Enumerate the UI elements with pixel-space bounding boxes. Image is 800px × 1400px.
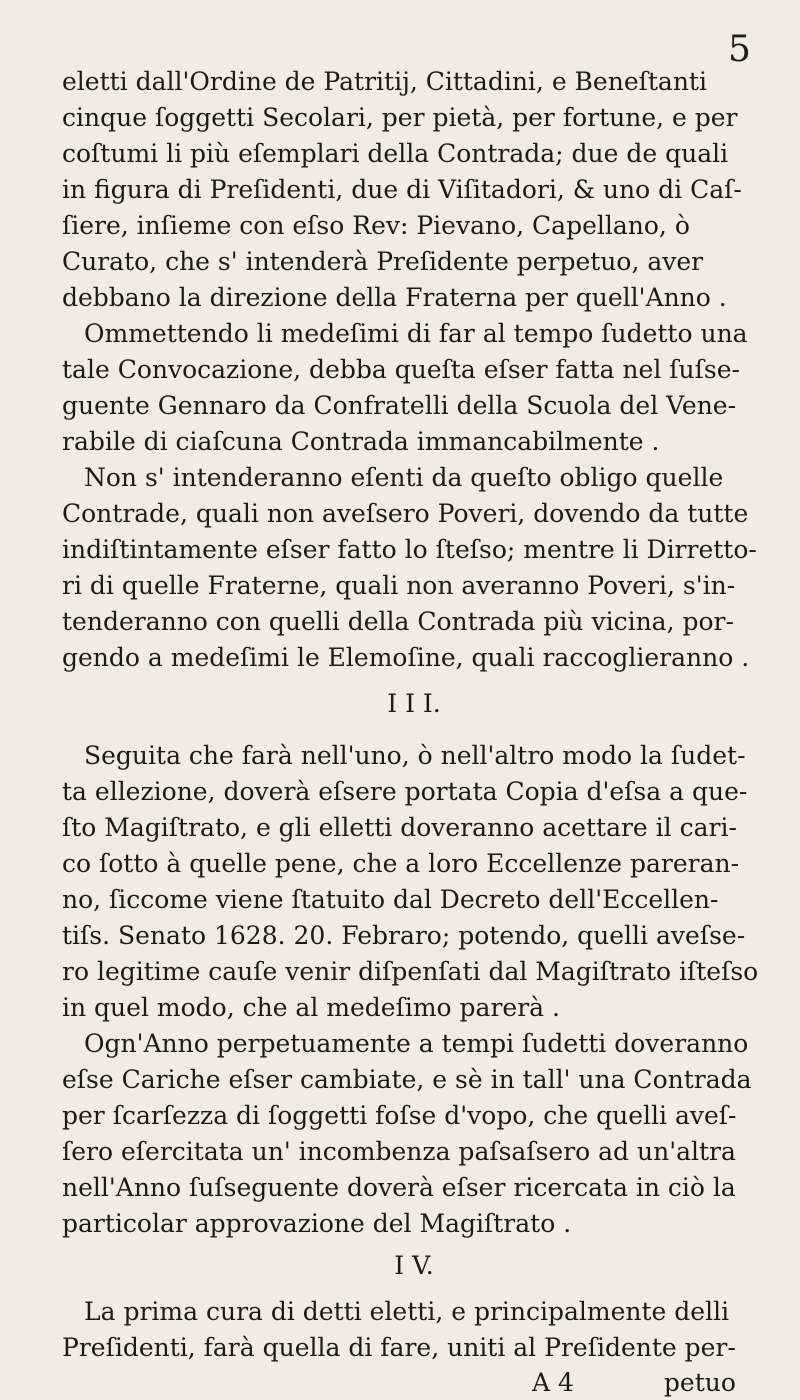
text-line: per ſcarſezza di ſoggetti foſse d'vopo, che quelli aveſ-	[62, 1101, 737, 1130]
page-number: 5	[728, 29, 751, 70]
text-line: ro legitime cauſe venir diſpenſati dal Magiſtrato iſteſso	[62, 957, 759, 986]
signature-mark: A 4	[532, 1368, 574, 1397]
text-line: indiſtintamente eſser fatto lo ſteſso; mentre li Dirretto-	[62, 535, 757, 564]
text-line: ri di quelle Fraterne, quali non averanno Poveri, s'in-	[62, 571, 736, 600]
text-line: rabile di ciaſcuna Contrada immancabilmente .	[62, 427, 660, 456]
page-text	[62, 64, 759, 1400]
text-line: tenderanno con quelli della Contrada più vicina, por-	[62, 607, 734, 636]
paragraph-start: Ommettendo li medeſimi di far al tempo ſudetto una	[84, 319, 748, 348]
catchword: petuo	[663, 1368, 736, 1397]
text-line: ſiere, inſieme con eſso Rev: Pievano, Capellano, ò	[62, 211, 690, 240]
text-line: tale Convocazione, debba queſta eſser fatta nel ſuſse-	[62, 355, 740, 384]
text-line: no, ſiccome viene ſtatuito dal Decreto dell'Eccellen-	[62, 885, 719, 914]
text-line: coſtumi li più eſemplari della Contrada; due de quali	[62, 139, 729, 168]
text-line: in figura di Preſidenti, due di Viſitadori, & uno di Caſ-	[62, 175, 742, 204]
text-line: Contrade, quali non aveſsero Poveri, dovendo da tutte	[62, 499, 749, 528]
paragraph-start: Ogn'Anno perpetuamente a tempi ſudetti doveranno	[84, 1029, 749, 1058]
page-footer	[62, 1366, 744, 1400]
text-line: in quel modo, che al medeſimo parerà .	[62, 993, 560, 1022]
paragraph-start: La prima cura di detti eletti, e principalmente delli	[84, 1297, 730, 1326]
text-line: nell'Anno ſuſseguente doverà eſser ricercata in ciò la	[62, 1173, 736, 1202]
text-line: guente Gennaro da Confratelli della Scuola del Vene-	[62, 391, 737, 420]
text-line: eletti dall'Ordine de Patritij, Cittadini, e Beneſtanti	[62, 67, 707, 96]
text-line: particolar approvazione del Magiſtrato .	[62, 1209, 572, 1238]
section-heading-3: I I I.	[387, 689, 441, 718]
text-line: Curato, che s' intenderà Preſidente perpetuo, aver	[62, 247, 704, 276]
section-heading-4: I V.	[394, 1251, 434, 1280]
text-line: cinque ſoggetti Secolari, per pietà, per fortune, e per	[62, 103, 738, 132]
text-line: tiſs. Senato 1628. 20. Febraro; potendo, quelli aveſse-	[62, 921, 746, 950]
text-line: gendo a medeſimi le Elemoſine, quali raccoglieranno .	[62, 643, 750, 672]
text-line: eſse Cariche eſser cambiate, e sè in tall' una Contrada	[62, 1065, 752, 1094]
text-line: debbano la direzione della Fraterna per quell'Anno .	[62, 283, 727, 312]
text-line: Preſidenti, farà quella di fare, uniti al Preſidente per-	[62, 1333, 736, 1362]
text-line: ſero eſercitata un' incombenza paſsaſsero ad un'altra	[62, 1137, 736, 1166]
text-line: ta ellezione, doverà eſsere portata Copia d'eſsa a que-	[62, 777, 748, 806]
text-line: co ſotto à quelle pene, che a loro Eccellenze pareran-	[62, 849, 740, 878]
paragraph-start: Seguita che farà nell'uno, ò nell'altro modo la ſudet-	[84, 741, 746, 770]
paragraph-start: Non s' intenderanno eſenti da queſto obligo quelle	[84, 463, 724, 492]
text-line: ſto Magiſtrato, e gli elletti doveranno acettare il cari-	[62, 813, 737, 842]
